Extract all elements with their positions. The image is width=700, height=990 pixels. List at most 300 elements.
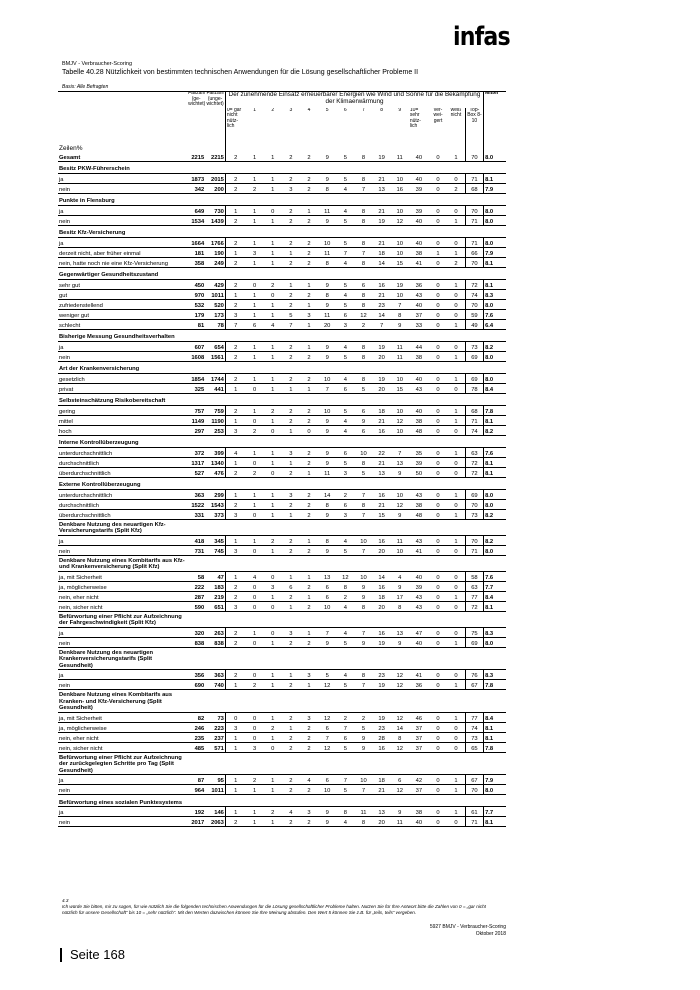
value-cell: 11 xyxy=(354,807,372,817)
value-cell: 0 xyxy=(429,817,447,827)
value-cell: 40 xyxy=(409,152,429,162)
value-cell: 1 xyxy=(225,535,245,545)
value-cell: 5 xyxy=(336,785,354,795)
value-cell: 9 xyxy=(354,732,372,742)
value-cell: 6 xyxy=(246,319,264,329)
value-cell: 9 xyxy=(354,742,372,752)
value-cell: 10 xyxy=(354,775,372,785)
mittel-value: 8.2 xyxy=(484,535,506,545)
value-cell: 2 xyxy=(447,257,465,267)
table-row xyxy=(58,722,506,732)
value-cell: 43 xyxy=(409,535,429,545)
value-cell: 0 xyxy=(447,341,465,351)
section-header-row xyxy=(58,555,506,571)
fallzahl-ungew: 2063 xyxy=(205,817,225,827)
value-cell: 11 xyxy=(318,247,336,257)
value-cell: 14 xyxy=(318,489,336,499)
table-row xyxy=(58,183,506,193)
value-cell: 2 xyxy=(300,215,318,225)
value-cell: 1 xyxy=(264,712,282,722)
value-cell: 1 xyxy=(246,535,264,545)
value-cell: 14 xyxy=(373,309,391,319)
value-cell: 0 xyxy=(447,545,465,555)
value-cell: 48 xyxy=(409,425,429,435)
value-cell: 5 xyxy=(336,215,354,225)
value-cell: 23 xyxy=(373,670,391,680)
value-cell: 8 xyxy=(354,670,372,680)
value-cell: 0 xyxy=(447,467,465,477)
value-cell: 14 xyxy=(391,722,409,732)
fallzahl-gew: 372 xyxy=(187,447,205,457)
value-cell: 1 xyxy=(246,627,264,637)
value-cell: 1 xyxy=(246,785,264,795)
value-cell: 10 xyxy=(391,489,409,499)
value-cell: 9 xyxy=(318,807,336,817)
mittel-value: 8.1 xyxy=(484,732,506,742)
value-cell: 0 xyxy=(447,601,465,611)
value-cell: 8 xyxy=(354,351,372,361)
value-cell: 2 xyxy=(225,499,245,509)
section-header-row xyxy=(58,193,506,205)
value-cell: 40 xyxy=(409,637,429,647)
report-subtitle: BMJV - Verbraucher-Scoring xyxy=(62,61,132,67)
value-cell: 2 xyxy=(300,499,318,509)
section-header-row xyxy=(58,329,506,341)
value-cell: 0 xyxy=(447,627,465,637)
value-cell: 2 xyxy=(282,237,300,247)
value-cell: 7 xyxy=(391,299,409,309)
value-cell: 2 xyxy=(282,499,300,509)
value-cell: 6 xyxy=(354,425,372,435)
fallzahl-ungew: 745 xyxy=(205,545,225,555)
value-cell: 7 xyxy=(318,383,336,393)
value-cell: 1 xyxy=(246,205,264,215)
row-label: ja xyxy=(58,205,187,215)
value-cell: 0 xyxy=(429,415,447,425)
table-row xyxy=(58,499,506,509)
value-cell: 2 xyxy=(225,341,245,351)
value-cell: 39 xyxy=(409,457,429,467)
fallzahl-gew: 356 xyxy=(187,670,205,680)
value-cell: 0 xyxy=(429,299,447,309)
row-label: ja xyxy=(58,807,187,817)
fallzahl-gew: 838 xyxy=(187,637,205,647)
value-cell: 8 xyxy=(354,205,372,215)
fallzahl-gew: 649 xyxy=(187,205,205,215)
value-cell: 12 xyxy=(391,742,409,752)
mittel-value: 8.1 xyxy=(484,173,506,183)
value-cell: 21 xyxy=(373,499,391,509)
value-cell: 12 xyxy=(391,499,409,509)
row-label: nein xyxy=(58,545,187,555)
value-cell: 8 xyxy=(354,601,372,611)
table-row xyxy=(58,581,506,591)
value-cell: 2 xyxy=(300,415,318,425)
value-cell: 37 xyxy=(409,722,429,732)
fallzahl-ungew: 740 xyxy=(205,680,225,690)
fallzahl-gew: 1149 xyxy=(187,415,205,425)
value-cell: 4 xyxy=(336,670,354,680)
value-cell: 38 xyxy=(409,247,429,257)
table-row xyxy=(58,627,506,637)
value-cell: 0 xyxy=(447,237,465,247)
value-cell: 40 xyxy=(409,373,429,383)
value-cell: 0 xyxy=(447,289,465,299)
value-cell: 2 xyxy=(282,205,300,215)
value-cell: 4 xyxy=(336,373,354,383)
value-cell: 2 xyxy=(300,489,318,499)
value-cell: 10 xyxy=(391,405,409,415)
value-cell: 9 xyxy=(391,509,409,519)
section-header-row xyxy=(58,225,506,237)
value-cell: 2 xyxy=(225,637,245,647)
fallzahl-gew: 970 xyxy=(187,289,205,299)
value-cell: 7 xyxy=(318,627,336,637)
section-spacer xyxy=(187,393,506,405)
value-cell: 23 xyxy=(373,722,391,732)
fallzahl-gew: 81 xyxy=(187,319,205,329)
table-row xyxy=(58,341,506,351)
value-cell: 0 xyxy=(246,581,264,591)
fallzahl-gew: 325 xyxy=(187,383,205,393)
scale-header: 3 xyxy=(289,107,293,113)
value-cell: 1 xyxy=(246,173,264,183)
footnote-text: Ich würde Sie bitten, mir zu sagen, für wie nützlich Sie die folgenden technischen Anwendungen für die Lösung gesellschaftlicher Probleme halten. Nutzen Sie für Ihre Antwort bitte die Zahlen von 0 = „gar nicht nützlich für unsere Gesellschaft“ bis 10 = „sehr nützlich“. Mit den Werten dazwischen können Sie Ihre Meinung abstufen. Den Wert 5 können Sie z.B. für „teils, teils“ vergeben. xyxy=(62,904,486,915)
value-cell: 12 xyxy=(318,712,336,722)
fallzahl-ungew: 730 xyxy=(205,205,225,215)
value-cell: 1 xyxy=(246,299,264,309)
value-cell: 20 xyxy=(318,319,336,329)
value-cell: 8 xyxy=(391,309,409,319)
section-label: Punkte in Flensburg xyxy=(58,193,187,205)
value-cell: 0 xyxy=(246,545,264,555)
table-row xyxy=(58,425,506,435)
value-cell: 3 xyxy=(300,670,318,680)
section-spacer xyxy=(187,477,506,489)
fallzahl-gew: 485 xyxy=(187,742,205,752)
value-cell: 21 xyxy=(373,205,391,215)
value-cell: 5 xyxy=(336,680,354,690)
scale-header: 8 xyxy=(380,107,383,113)
value-cell: 1 xyxy=(447,405,465,415)
value-cell: 0 xyxy=(429,732,447,742)
value-cell: 28 xyxy=(373,732,391,742)
value-cell: 1 xyxy=(246,341,264,351)
value-cell: 6 xyxy=(391,775,409,785)
value-cell: 1 xyxy=(447,373,465,383)
value-cell: 9 xyxy=(354,581,372,591)
value-cell: 0 xyxy=(429,383,447,393)
value-cell: 2 xyxy=(300,257,318,267)
section-header-row xyxy=(58,435,506,447)
section-label: Denkbare Nutzung des neuartigen Krankenversicherungstarifs (Split Gesundheit) xyxy=(58,647,187,670)
value-cell: 1 xyxy=(264,509,282,519)
value-cell: 9 xyxy=(354,415,372,425)
value-cell: 43 xyxy=(409,601,429,611)
value-cell: 8 xyxy=(354,152,372,162)
value-cell: 2 xyxy=(282,732,300,742)
value-cell: 21 xyxy=(373,785,391,795)
fallzahl-gew: 450 xyxy=(187,279,205,289)
value-cell: 2 xyxy=(300,447,318,457)
value-cell: 9 xyxy=(318,637,336,647)
row-label: nein, eher nicht xyxy=(58,591,187,601)
value-cell: 1 xyxy=(246,237,264,247)
mittel-header-spacer xyxy=(484,108,506,152)
col-mittel: Mittel xyxy=(484,91,506,108)
value-cell: 5 xyxy=(336,152,354,162)
fallzahl-gew: 235 xyxy=(187,732,205,742)
fallzahl-gew: 1522 xyxy=(187,499,205,509)
table-row xyxy=(58,319,506,329)
value-cell: 0 xyxy=(429,289,447,299)
value-cell: 0 xyxy=(225,712,245,722)
value-cell: 2 xyxy=(447,183,465,193)
row-label: mittel xyxy=(58,415,187,425)
value-cell: 4 xyxy=(336,627,354,637)
value-cell: 71 xyxy=(465,215,483,225)
value-cell: 72 xyxy=(465,279,483,289)
mittel-value: 8.1 xyxy=(484,467,506,477)
value-cell: 20 xyxy=(373,383,391,393)
section-label: Bisherige Messung Gesundheitsverhalten xyxy=(58,329,187,341)
mittel-value: 8.0 xyxy=(484,299,506,309)
fallzahl-gew: 246 xyxy=(187,722,205,732)
value-cell: 13 xyxy=(391,627,409,637)
value-cell: 35 xyxy=(409,447,429,457)
row-label: nein xyxy=(58,351,187,361)
fallzahl-ungew: 146 xyxy=(205,807,225,817)
value-cell: 2 xyxy=(300,601,318,611)
fallzahl-gew: 964 xyxy=(187,785,205,795)
fallzahl-gew: 1873 xyxy=(187,173,205,183)
fallzahl-gew: 532 xyxy=(187,299,205,309)
fallzahl-ungew: 651 xyxy=(205,601,225,611)
value-cell: 78 xyxy=(465,383,483,393)
value-cell: 0 xyxy=(429,237,447,247)
table-row xyxy=(58,247,506,257)
value-cell: 9 xyxy=(318,509,336,519)
value-cell: 2 xyxy=(300,637,318,647)
value-cell: 9 xyxy=(391,319,409,329)
table-row xyxy=(58,680,506,690)
value-cell: 0 xyxy=(447,817,465,827)
fallzahl-ungew: 173 xyxy=(205,309,225,319)
value-cell: 1 xyxy=(300,299,318,309)
value-cell: 2 xyxy=(264,279,282,289)
value-cell: 2 xyxy=(282,712,300,722)
value-cell: 5 xyxy=(336,173,354,183)
table-row xyxy=(58,289,506,299)
value-cell: 9 xyxy=(318,425,336,435)
value-cell: 5 xyxy=(282,309,300,319)
mittel-value: 8.1 xyxy=(484,457,506,467)
value-cell: 12 xyxy=(318,742,336,752)
value-cell: 33 xyxy=(409,319,429,329)
value-cell: 21 xyxy=(373,237,391,247)
value-cell: 7 xyxy=(354,545,372,555)
value-cell: 1 xyxy=(300,627,318,637)
value-cell: 68 xyxy=(465,405,483,415)
value-cell: 1 xyxy=(300,680,318,690)
fallzahl-ungew: 399 xyxy=(205,447,225,457)
value-cell: 74 xyxy=(465,425,483,435)
value-cell: 8 xyxy=(336,581,354,591)
value-cell: 7 xyxy=(354,785,372,795)
value-cell: 8 xyxy=(318,289,336,299)
value-cell: 4 xyxy=(336,205,354,215)
value-cell: 38 xyxy=(409,351,429,361)
row-label: ja, möglicherweise xyxy=(58,581,187,591)
value-cell: 12 xyxy=(391,785,409,795)
value-cell: 1 xyxy=(225,289,245,299)
value-cell: 2 xyxy=(264,807,282,817)
value-cell: 70 xyxy=(465,299,483,309)
table-row xyxy=(58,637,506,647)
value-cell: 0 xyxy=(246,383,264,393)
mittel-value: 8.3 xyxy=(484,289,506,299)
section-header-row xyxy=(58,795,506,807)
value-cell: 2 xyxy=(225,373,245,383)
value-cell: 37 xyxy=(409,742,429,752)
value-cell: 2 xyxy=(282,535,300,545)
value-cell: 40 xyxy=(409,237,429,247)
mittel-value: 8.1 xyxy=(484,257,506,267)
value-cell: 5 xyxy=(336,299,354,309)
value-cell: 0 xyxy=(429,425,447,435)
value-cell: 0 xyxy=(429,447,447,457)
value-cell: 9 xyxy=(391,467,409,477)
value-cell: 2 xyxy=(246,467,264,477)
fallzahl-ungew: 1011 xyxy=(205,289,225,299)
value-cell: 71 xyxy=(465,545,483,555)
row-label: ja xyxy=(58,670,187,680)
value-cell: 12 xyxy=(391,215,409,225)
value-cell: 9 xyxy=(391,637,409,647)
value-cell: 0 xyxy=(429,670,447,680)
value-cell: 2 xyxy=(300,732,318,742)
value-cell: 1 xyxy=(246,489,264,499)
value-cell: 6 xyxy=(318,591,336,601)
value-cell: 71 xyxy=(465,237,483,247)
value-cell: 15 xyxy=(391,257,409,267)
section-spacer xyxy=(187,161,506,173)
value-cell: 43 xyxy=(409,591,429,601)
value-cell: 0 xyxy=(429,341,447,351)
value-cell: 9 xyxy=(318,173,336,183)
value-cell: 12 xyxy=(336,571,354,581)
value-cell: 7 xyxy=(318,732,336,742)
value-cell: 7 xyxy=(354,489,372,499)
value-cell: 4 xyxy=(300,775,318,785)
table-row xyxy=(58,415,506,425)
value-cell: 5 xyxy=(336,545,354,555)
value-cell: 6 xyxy=(354,279,372,289)
section-label: Gegenwärtiger Gesundheitszustand xyxy=(58,267,187,279)
value-cell: 1 xyxy=(264,309,282,319)
row-label: weniger gut xyxy=(58,309,187,319)
mittel-value: 8.0 xyxy=(484,237,506,247)
value-cell: 2 xyxy=(300,742,318,752)
value-cell: 7 xyxy=(282,319,300,329)
value-cell: 1 xyxy=(246,817,264,827)
value-cell: 1 xyxy=(264,457,282,467)
value-cell: 11 xyxy=(318,467,336,477)
value-cell: 2 xyxy=(300,509,318,519)
value-cell: 0 xyxy=(447,742,465,752)
fallzahl-gew: 2017 xyxy=(187,817,205,827)
source-line-1: 5927 BMJV - Verbraucher-Scoring xyxy=(429,924,506,930)
value-cell: 1 xyxy=(282,247,300,257)
value-cell: 21 xyxy=(373,289,391,299)
mittel-value: 8.1 xyxy=(484,722,506,732)
value-cell: 0 xyxy=(447,581,465,591)
source-line-2: Oktober 2018 xyxy=(475,930,506,937)
table-row xyxy=(58,535,506,545)
value-cell: 1 xyxy=(447,535,465,545)
value-cell: 1 xyxy=(447,247,465,257)
fallzahl-gew: 222 xyxy=(187,581,205,591)
value-cell: 0 xyxy=(429,742,447,752)
value-cell: 72 xyxy=(465,457,483,467)
value-cell: 1 xyxy=(264,499,282,509)
row-label: ja xyxy=(58,775,187,785)
row-label: nein xyxy=(58,215,187,225)
value-cell: 19 xyxy=(373,373,391,383)
value-cell: 9 xyxy=(318,215,336,225)
value-cell: 72 xyxy=(465,467,483,477)
value-cell: 1 xyxy=(447,319,465,329)
value-cell: 19 xyxy=(391,279,409,289)
value-cell: 59 xyxy=(465,309,483,319)
value-cell: 41 xyxy=(409,257,429,267)
value-cell: 1 xyxy=(447,279,465,289)
value-cell: 1 xyxy=(447,215,465,225)
value-cell: 2 xyxy=(300,405,318,415)
value-cell: 0 xyxy=(264,742,282,752)
value-cell: 2 xyxy=(246,775,264,785)
value-cell: 41 xyxy=(409,670,429,680)
mittel-value: 6.4 xyxy=(484,319,506,329)
value-cell: 0 xyxy=(429,601,447,611)
value-cell: 46 xyxy=(409,712,429,722)
value-cell: 3 xyxy=(282,627,300,637)
section-label: Besitz PKW-Führerschein xyxy=(58,161,187,173)
value-cell: 0 xyxy=(447,425,465,435)
value-cell: 2 xyxy=(300,785,318,795)
value-cell: 3 xyxy=(282,489,300,499)
fallzahl-ungew: 2215 xyxy=(205,152,225,162)
value-cell: 0 xyxy=(429,405,447,415)
value-cell: 2 xyxy=(225,299,245,309)
fallzahl-ungew: 200 xyxy=(205,183,225,193)
value-cell: 75 xyxy=(465,627,483,637)
value-cell: 2 xyxy=(300,173,318,183)
value-cell: 1 xyxy=(282,509,300,519)
fallzahl-ungew: 1340 xyxy=(205,457,225,467)
value-cell: 9 xyxy=(318,457,336,467)
value-cell: 21 xyxy=(373,457,391,467)
value-cell: 70 xyxy=(465,257,483,267)
value-cell: 1 xyxy=(246,499,264,509)
value-cell: 11 xyxy=(391,351,409,361)
value-cell: 1 xyxy=(225,247,245,257)
source-note xyxy=(430,924,506,937)
value-cell: 0 xyxy=(429,535,447,545)
value-cell: 2 xyxy=(246,183,264,193)
value-cell: 20 xyxy=(373,351,391,361)
section-spacer xyxy=(187,555,506,571)
